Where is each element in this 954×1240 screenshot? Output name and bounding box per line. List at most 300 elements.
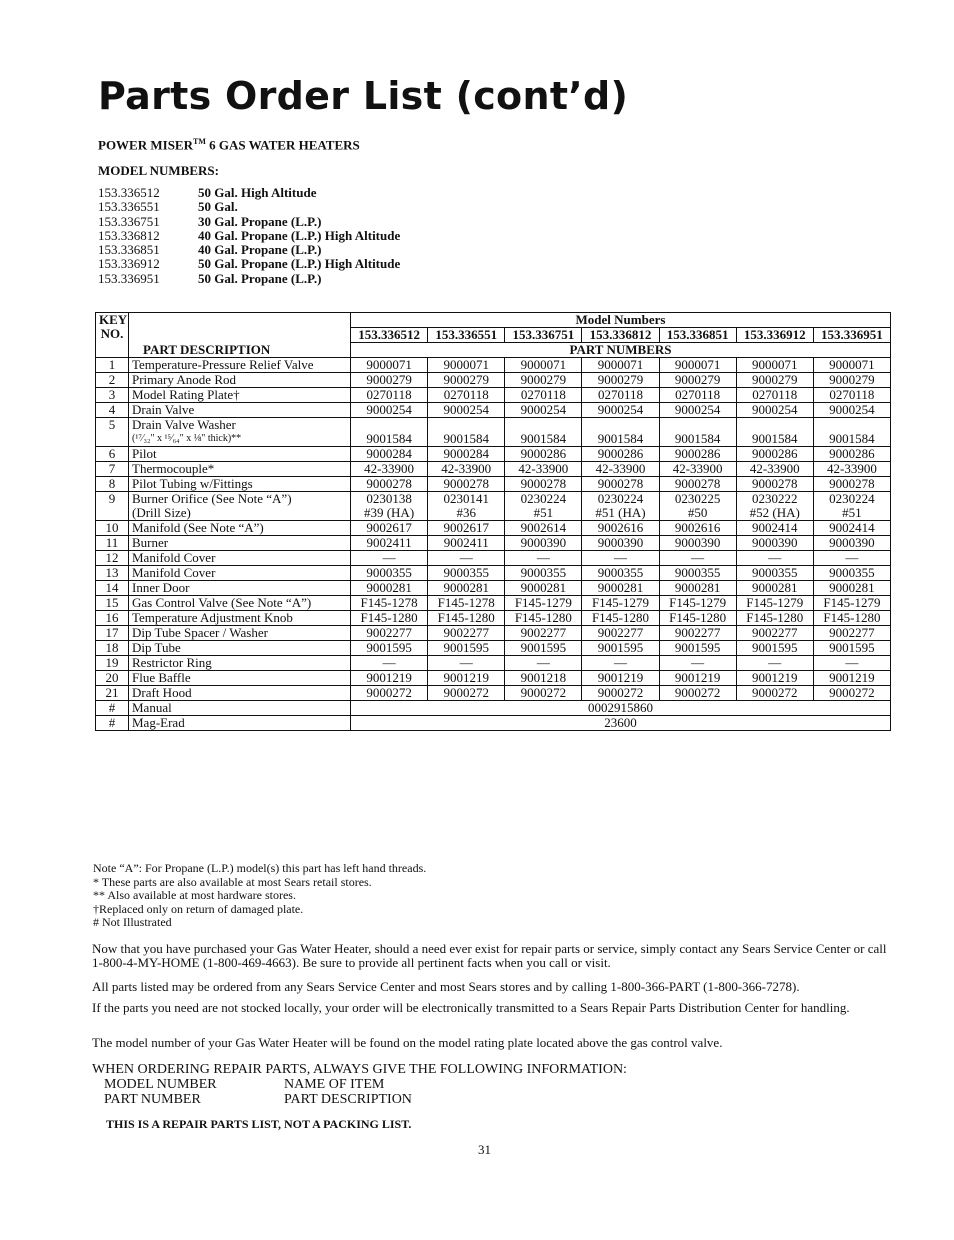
part-description-text: Temperature Adjustment Knob <box>132 610 293 625</box>
key-number: 9 <box>96 492 129 521</box>
part-number: — <box>536 655 550 670</box>
part-number: 9002411 <box>366 535 412 550</box>
part-description <box>129 418 351 447</box>
part-number-cell <box>351 611 428 626</box>
part-number-cell <box>659 462 736 477</box>
part-number: F145-1280 <box>437 610 495 625</box>
part-number: F145-1278 <box>360 595 418 610</box>
part-number-cell <box>659 566 736 581</box>
part-number: 0270118 <box>597 387 643 402</box>
model-number: 153.336951 <box>98 270 160 286</box>
part-number-cell <box>582 521 659 536</box>
model-row <box>98 257 400 271</box>
part-number-cell <box>351 403 428 418</box>
ordering-item: PART NUMBER <box>104 1092 201 1107</box>
part-number: 0230224 <box>520 491 567 506</box>
model-column-header: 153.336912 <box>736 328 813 343</box>
key-number: 4 <box>96 403 129 418</box>
part-number: 9000278 <box>443 476 489 491</box>
part-number: F145-1280 <box>823 610 881 625</box>
part-description <box>129 358 351 373</box>
table-row <box>96 716 891 731</box>
note-line: †Replaced only on return of damaged plate. <box>93 901 304 916</box>
part-number: 9000278 <box>829 476 875 491</box>
part-number: 9000272 <box>520 685 567 700</box>
part-number-cell <box>505 418 582 447</box>
part-number-cell <box>813 566 890 581</box>
part-number-cell <box>428 626 505 641</box>
part-number-cell <box>505 373 582 388</box>
part-number-cell <box>351 566 428 581</box>
part-number-cell <box>428 477 505 492</box>
part-number-cell <box>582 403 659 418</box>
part-description <box>129 671 351 686</box>
model-column-header: 153.336851 <box>659 328 736 343</box>
part-number: 9000279 <box>597 372 644 387</box>
key-number: 2 <box>96 373 129 388</box>
part-number-cell <box>428 581 505 596</box>
part-description <box>129 626 351 641</box>
part-number-cell <box>582 581 659 596</box>
table-row <box>96 641 891 656</box>
part-number: 9002617 <box>366 520 412 535</box>
table-row <box>96 373 891 388</box>
part-number-cell <box>813 373 890 388</box>
part-number: — <box>613 655 627 670</box>
part-number: 9002411 <box>443 535 489 550</box>
part-description-text: Primary Anode Rod <box>132 372 236 387</box>
key-number: 20 <box>96 671 129 686</box>
part-number: 9000071 <box>520 357 567 372</box>
table-row <box>96 596 891 611</box>
part-number: — <box>845 655 859 670</box>
part-number: — <box>768 550 782 565</box>
part-number: 9000254 <box>674 402 721 417</box>
part-number: 9001595 <box>829 640 875 655</box>
part-number: 0230222 <box>752 491 798 506</box>
part-number-cell <box>428 536 505 551</box>
part-number-cell <box>813 462 890 477</box>
part-number: 9000254 <box>366 402 412 417</box>
parts-table <box>95 312 891 731</box>
part-number-cell <box>736 477 813 492</box>
part-number-cell <box>813 447 890 462</box>
product-subtitle <box>98 137 360 153</box>
part-number: 9000272 <box>597 685 644 700</box>
part-number: 9002277 <box>674 625 721 640</box>
ordering-item: MODEL NUMBER <box>104 1077 217 1092</box>
part-number-cell <box>736 596 813 611</box>
part-description <box>129 656 351 671</box>
table-row <box>96 388 891 403</box>
part-number-cell <box>736 536 813 551</box>
part-number-cell <box>659 418 736 447</box>
part-number: 9001584 <box>752 431 798 446</box>
part-number: 9002277 <box>443 625 489 640</box>
model-column-header: 153.336751 <box>505 328 582 343</box>
part-number-cell <box>813 581 890 596</box>
part-number-cell <box>428 447 505 462</box>
part-drill-size: #36 <box>456 505 476 520</box>
part-number: 9000284 <box>443 446 489 461</box>
part-description <box>129 566 351 581</box>
part-number-cell <box>736 521 813 536</box>
part-number-cell <box>582 418 659 447</box>
part-number: 9001584 <box>829 431 875 446</box>
table-row <box>96 492 891 521</box>
part-number: 9000279 <box>520 372 567 387</box>
part-number-cell <box>736 671 813 686</box>
table-row <box>96 701 891 716</box>
part-number-cell <box>428 388 505 403</box>
repair-list-notice: THIS IS A REPAIR PARTS LIST, NOT A PACKING LIST. <box>106 1117 412 1131</box>
part-number: 9000071 <box>597 357 644 372</box>
part-number: 9000390 <box>597 535 644 550</box>
part-number: 9000254 <box>597 402 644 417</box>
part-number: 9000390 <box>752 535 798 550</box>
table-row <box>96 521 891 536</box>
key-number: 15 <box>96 596 129 611</box>
model-list <box>98 186 400 286</box>
part-number: 42-33900 <box>827 461 877 476</box>
part-number: 9000284 <box>366 446 412 461</box>
part-number-cell <box>582 641 659 656</box>
part-number: 9000355 <box>752 565 798 580</box>
key-number: 12 <box>96 551 129 566</box>
table-row <box>96 536 891 551</box>
part-number-cell <box>505 566 582 581</box>
part-number-cell <box>428 656 505 671</box>
part-number-cell <box>736 641 813 656</box>
key-number: 17 <box>96 626 129 641</box>
part-number-cell <box>582 551 659 566</box>
part-number: 9002414 <box>829 520 875 535</box>
part-number-cell <box>505 358 582 373</box>
part-number: 9001219 <box>366 670 412 685</box>
part-number-cell <box>428 671 505 686</box>
part-number-cell <box>351 626 428 641</box>
model-number: 153.336751 <box>98 213 160 229</box>
part-number: 9001584 <box>443 431 489 446</box>
part-number: 42-33900 <box>749 461 800 476</box>
part-number: 9001595 <box>520 640 567 655</box>
table-row <box>96 477 891 492</box>
part-number: 9000286 <box>597 446 644 461</box>
part-number: 9000254 <box>829 402 875 417</box>
model-column-header: 153.336512 <box>351 328 428 343</box>
part-number-cell <box>736 388 813 403</box>
part-number-cell <box>351 492 428 521</box>
part-number-cell <box>428 596 505 611</box>
part-number-cell <box>351 551 428 566</box>
part-number-cell <box>351 536 428 551</box>
model-number: 153.336912 <box>98 256 160 272</box>
part-number: 9000071 <box>443 357 489 372</box>
part-description <box>129 611 351 626</box>
part-drill-size: #51 <box>842 505 862 520</box>
part-number: F145-1280 <box>746 610 804 625</box>
part-number-cell <box>428 403 505 418</box>
ordering-heading: WHEN ORDERING REPAIR PARTS, ALWAYS GIVE THE FOLLOWING INFORMATION: <box>92 1062 627 1077</box>
table-row <box>96 403 891 418</box>
part-number-cell <box>813 418 890 447</box>
part-number: — <box>613 550 627 565</box>
part-numbers-header: PART NUMBERS <box>351 343 891 358</box>
part-number: — <box>768 655 782 670</box>
part-number-cell <box>351 388 428 403</box>
part-number-cell <box>582 492 659 521</box>
key-header-line: NO. <box>100 326 124 341</box>
part-number: 9000272 <box>366 685 412 700</box>
part-description-text: Manifold Cover <box>132 550 216 565</box>
part-number-cell <box>813 656 890 671</box>
table-row <box>96 551 891 566</box>
part-number-cell <box>351 447 428 462</box>
part-number: 9000355 <box>520 565 567 580</box>
part-number: 0270118 <box>366 387 412 402</box>
part-number: 9000281 <box>674 580 721 595</box>
part-description <box>129 403 351 418</box>
part-description: Mag-Erad <box>129 716 351 731</box>
part-number: F145-1279 <box>669 595 727 610</box>
part-number: 9000272 <box>443 685 489 700</box>
part-number: 9002616 <box>674 520 721 535</box>
part-number: 9000071 <box>366 357 412 372</box>
key-number: 21 <box>96 686 129 701</box>
part-number: 0230224 <box>597 491 644 506</box>
part-number-cell <box>659 521 736 536</box>
part-number: 9001595 <box>674 640 721 655</box>
part-number: 0230224 <box>829 491 875 506</box>
part-number-cell <box>428 566 505 581</box>
key-number: 3 <box>96 388 129 403</box>
part-description-text: Manifold Cover <box>132 565 216 580</box>
model-number: 153.336512 <box>98 185 160 200</box>
model-column-header: 153.336951 <box>813 328 890 343</box>
part-description-text: Thermocouple* <box>132 461 215 476</box>
model-numbers-heading: MODEL NUMBERS: <box>98 163 219 178</box>
part-number-cell <box>582 656 659 671</box>
part-number-cell <box>659 596 736 611</box>
part-description-header: PART DESCRIPTION <box>129 313 351 358</box>
part-number-cell <box>428 611 505 626</box>
model-column-header: 153.336551 <box>428 328 505 343</box>
part-description-text: Temperature-Pressure Relief Valve <box>132 357 314 372</box>
part-number: 0230225 <box>674 491 721 506</box>
part-number: 9001218 <box>520 670 567 685</box>
part-number: 9000355 <box>674 565 721 580</box>
part-number: 9002277 <box>366 625 412 640</box>
table-row <box>96 462 891 477</box>
part-number: 9000272 <box>674 685 721 700</box>
part-number: 9000355 <box>829 565 875 580</box>
part-number: — <box>536 550 550 565</box>
note-line: * These parts are also available at most Sears retail stores. <box>93 874 372 889</box>
part-number-cell <box>582 388 659 403</box>
part-number-cell <box>505 403 582 418</box>
model-number: 153.336851 <box>98 242 160 258</box>
part-number-cell <box>505 536 582 551</box>
part-description-text: Dip Tube Spacer / Washer <box>132 625 268 640</box>
part-number-cell <box>505 596 582 611</box>
table-row <box>96 418 891 447</box>
part-number-cell <box>659 477 736 492</box>
part-number-cell <box>736 566 813 581</box>
model-row <box>98 186 400 200</box>
table-row <box>96 447 891 462</box>
ordering-row <box>92 1077 627 1092</box>
page-number: 31 <box>478 1142 491 1157</box>
part-number-cell <box>351 581 428 596</box>
part-number-cell <box>659 551 736 566</box>
model-description: 30 Gal. Propane (L.P.) <box>198 213 322 229</box>
key-number: 10 <box>96 521 129 536</box>
part-description-text: Gas Control Valve (See Note “A”) <box>132 595 312 610</box>
note-line: Note “A”: For Propane (L.P.) model(s) this part has left hand threads. <box>93 861 427 875</box>
part-number: 42-33900 <box>518 461 569 476</box>
part-number: 9001219 <box>829 670 875 685</box>
part-number: 9000281 <box>520 580 567 595</box>
model-row <box>98 272 400 286</box>
part-number-cell <box>736 447 813 462</box>
model-row <box>98 215 400 229</box>
part-number-cell <box>505 462 582 477</box>
part-number: 9000390 <box>829 535 875 550</box>
key-number: 11 <box>96 536 129 551</box>
key-number: 16 <box>96 611 129 626</box>
key-number: 6 <box>96 447 129 462</box>
part-number: F145-1280 <box>591 610 650 625</box>
part-number: 9000286 <box>829 446 875 461</box>
ordering-item: NAME OF ITEM <box>284 1077 385 1092</box>
part-number: 9000286 <box>520 446 567 461</box>
part-number: — <box>382 655 396 670</box>
trademark-mark: TM <box>192 137 206 146</box>
part-number: 9001595 <box>597 640 644 655</box>
part-description <box>129 686 351 701</box>
part-number-cell <box>659 611 736 626</box>
part-number: 9000278 <box>597 476 644 491</box>
part-number-cell <box>351 686 428 701</box>
part-number-cell <box>582 671 659 686</box>
part-number-cell <box>505 686 582 701</box>
part-number-cell <box>736 611 813 626</box>
key-header-cell <box>96 313 129 358</box>
part-number: 0270118 <box>829 387 875 402</box>
part-description <box>129 373 351 388</box>
model-row <box>98 229 400 243</box>
part-number-cell <box>505 626 582 641</box>
key-number: 5 <box>96 418 129 447</box>
part-number-cell <box>813 477 890 492</box>
part-number-cell <box>736 581 813 596</box>
table-row <box>96 686 891 701</box>
model-description: 40 Gal. Propane (L.P.) High Altitude <box>198 227 401 243</box>
part-number-cell <box>736 656 813 671</box>
part-number-cell <box>351 373 428 388</box>
part-number-cell <box>736 551 813 566</box>
part-number-cell <box>505 581 582 596</box>
part-drill-size: #51 <box>533 505 554 520</box>
part-description <box>129 641 351 656</box>
part-number-cell <box>428 686 505 701</box>
part-number: — <box>382 550 396 565</box>
part-number: 9000279 <box>366 372 412 387</box>
part-number: 9000355 <box>366 565 412 580</box>
key-number: 18 <box>96 641 129 656</box>
part-number: F145-1279 <box>823 595 881 610</box>
part-drill-size: #51 (HA) <box>595 505 646 520</box>
part-number: — <box>691 550 705 565</box>
part-drill-size: #50 <box>687 505 708 520</box>
part-number: 9002277 <box>752 625 798 640</box>
part-number: 9002616 <box>597 520 644 535</box>
part-number-cell <box>351 462 428 477</box>
part-number: 0270118 <box>752 387 798 402</box>
key-number: 8 <box>96 477 129 492</box>
part-number-cell <box>813 641 890 656</box>
part-number-cell <box>659 656 736 671</box>
service-paragraph: Now that you have purchased your Gas Water Heater, should a need ever exist for repair parts or service, simply contact any Sears Service Center or call 1-800-4-MY-HOME (1-800-469-4663). Be sure to provide all pertinent facts when you call or visit. <box>92 941 887 970</box>
part-number: — <box>845 550 859 565</box>
part-description-text: Draft Hood <box>132 685 192 700</box>
part-number-cell <box>813 611 890 626</box>
part-number-cell <box>582 611 659 626</box>
part-number-cell <box>505 492 582 521</box>
part-number: 9000254 <box>443 402 489 417</box>
part-number-cell <box>659 686 736 701</box>
part-number: 9001584 <box>597 431 644 446</box>
part-number: 9001584 <box>674 431 721 446</box>
part-number: F145-1279 <box>746 595 804 610</box>
part-number: 9001219 <box>443 670 489 685</box>
part-number-cell <box>505 671 582 686</box>
part-number: 9000278 <box>520 476 567 491</box>
part-number-cell <box>813 626 890 641</box>
part-number: 9000355 <box>597 565 644 580</box>
part-number-cell <box>505 388 582 403</box>
part-number-cell <box>428 373 505 388</box>
key-number: # <box>96 716 129 731</box>
part-number-cell <box>813 388 890 403</box>
part-number: 9002277 <box>597 625 644 640</box>
part-number: 9000281 <box>597 580 644 595</box>
part-number-cell <box>582 477 659 492</box>
part-number: F145-1279 <box>591 595 650 610</box>
key-number: 19 <box>96 656 129 671</box>
model-description: 40 Gal. Propane (L.P.) <box>198 242 322 258</box>
part-number: — <box>459 550 473 565</box>
part-number: 9000286 <box>674 446 721 461</box>
part-number: 0270118 <box>520 387 566 402</box>
product-line: 6 GAS WATER HEATERS <box>205 137 360 153</box>
part-number-cell <box>736 626 813 641</box>
note-line: # Not Illustrated <box>93 915 172 930</box>
part-number: 9000278 <box>674 476 721 491</box>
part-number-cell <box>351 477 428 492</box>
part-number-cell <box>736 358 813 373</box>
part-number-cell <box>505 656 582 671</box>
table-row <box>96 566 891 581</box>
part-number-cell <box>428 462 505 477</box>
part-number: 9002614 <box>520 520 567 535</box>
key-number: 7 <box>96 462 129 477</box>
part-description-text: Drain Valve <box>132 402 195 417</box>
ordering-paragraph: All parts listed may be ordered from any Sears Service Center and most Sears stores and by calling 1-800-366-PART (1-800-366-7278). <box>92 979 800 994</box>
part-number-cell <box>659 358 736 373</box>
model-description: 50 Gal. <box>198 199 238 215</box>
part-number-cell <box>736 492 813 521</box>
